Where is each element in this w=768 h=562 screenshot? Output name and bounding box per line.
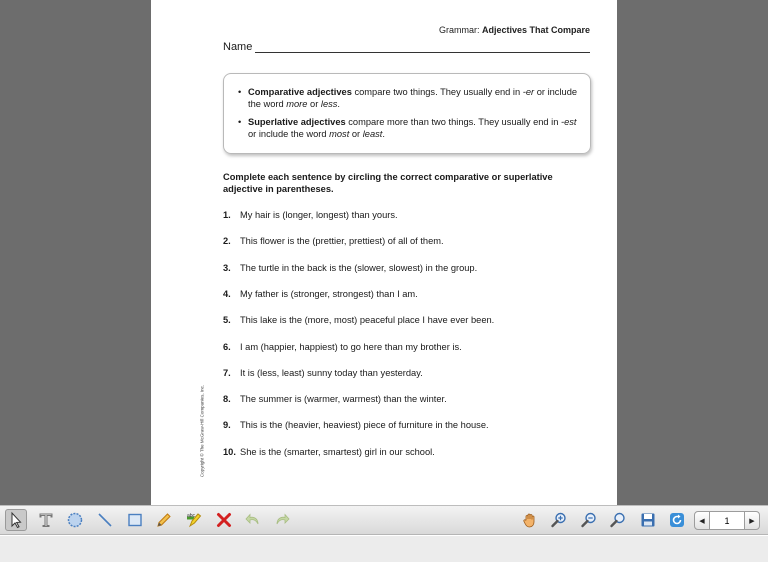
rule-keyword: most <box>329 129 350 139</box>
exercise-sentence: It is (less, least) sunny today than yesterday. <box>240 367 423 378</box>
exercise-sentence: I am (happier, happiest) to go here than my brother is. <box>240 341 462 352</box>
worksheet-header <box>439 25 590 35</box>
page-number-input[interactable] <box>710 511 744 530</box>
worksheet-page <box>151 0 617 505</box>
exercise-number: 9. <box>223 420 231 431</box>
refresh-icon[interactable] <box>666 509 688 531</box>
rules-box <box>223 73 591 154</box>
exercise-item <box>223 394 447 406</box>
rule-term: Superlative adjectives <box>248 117 346 127</box>
exercise-item <box>223 368 423 380</box>
exercise-sentence: The turtle in the back is the (slower, slowest) in the group. <box>240 262 478 273</box>
page-navigator <box>694 511 762 530</box>
exercise-number: 5. <box>223 315 231 326</box>
highlighter-tool-icon[interactable] <box>183 509 205 531</box>
rectangle-tool-icon[interactable] <box>124 509 146 531</box>
exercise-item <box>223 315 494 327</box>
exercise-item <box>223 447 435 459</box>
exercise-item <box>223 263 477 275</box>
rule-text: compare more than two things. They usually end in <box>345 117 561 127</box>
exercise-sentence: My hair is (longer, longest) than yours. <box>240 210 398 220</box>
exercise-number: 8. <box>223 394 231 405</box>
rule-keyword: more <box>286 99 308 109</box>
delete-icon[interactable] <box>213 509 235 531</box>
exercise-item <box>223 210 398 222</box>
exercise-number: 4. <box>223 288 231 299</box>
pan-hand-icon[interactable] <box>519 509 541 531</box>
save-icon[interactable] <box>637 509 659 531</box>
rule-text: or include the word <box>248 129 330 139</box>
zoom-fit-icon[interactable] <box>607 509 629 531</box>
exercise-item <box>223 236 444 248</box>
svg-text:abc: abc <box>187 513 196 519</box>
prev-page-button[interactable]: ◀ <box>694 511 710 530</box>
rule-term: Comparative adjectives <box>248 87 352 97</box>
exercise-item <box>223 420 489 432</box>
next-page-button[interactable]: ▶ <box>744 511 760 530</box>
exercise-sentence: The summer is (warmer, warmest) than the winter. <box>240 394 447 405</box>
instructions: Complete each sentence by circling the correct comparative or superlative adjective in parentheses. <box>223 172 553 194</box>
redo-icon[interactable] <box>271 509 293 531</box>
exercise-number: 7. <box>223 367 231 378</box>
rule-text: . <box>337 99 341 109</box>
rule-keyword: less <box>320 99 338 109</box>
pencil-tool-icon[interactable] <box>153 509 175 531</box>
zoom-out-icon[interactable] <box>578 509 600 531</box>
exercise-sentence: This is the (heavier, heaviest) piece of furniture in the house. <box>240 420 489 431</box>
rule-text: . <box>382 129 385 139</box>
status-bar <box>0 535 768 562</box>
exercise-number: 10. <box>223 446 236 457</box>
header-prefix: Grammar: <box>438 25 482 35</box>
stamp-tool-icon[interactable] <box>64 509 86 531</box>
exercise-item <box>223 342 462 354</box>
exercise-number: 1. <box>223 210 231 220</box>
undo-icon[interactable] <box>242 509 264 531</box>
copyright-notice <box>198 383 206 478</box>
exercise-sentence: This flower is the (prettier, prettiest) of all of them. <box>240 236 444 247</box>
text-tool-icon[interactable] <box>35 509 57 531</box>
rule-keyword: least <box>362 129 383 139</box>
exercise-sentence: This lake is the (more, most) peaceful place I have ever been. <box>240 315 495 326</box>
exercise-sentence: She is the (smarter, smartest) girl in our school. <box>240 446 435 457</box>
rule-text: or <box>349 129 363 139</box>
annotation-toolbar <box>0 505 768 535</box>
rule-text: or include the word <box>248 87 578 109</box>
name-field <box>223 41 590 53</box>
exercise-number: 3. <box>223 262 231 273</box>
rule-keyword: -er <box>522 87 535 97</box>
name-line <box>255 43 590 53</box>
copyright-text: Copyright © The McGraw-Hill Companies, Inc. <box>199 384 205 477</box>
exercise-item <box>223 289 418 301</box>
exercise-number: 6. <box>223 341 231 352</box>
line-tool-icon[interactable] <box>94 509 116 531</box>
rule-text: compare two things. They usually end in <box>351 87 523 97</box>
rule-text: or <box>307 99 321 109</box>
header-title: Adjectives That Compare <box>481 25 590 35</box>
select-pointer-icon[interactable] <box>5 509 27 531</box>
exercise-number: 2. <box>223 236 231 247</box>
rule-item <box>238 86 578 110</box>
name-label: Name <box>223 41 253 53</box>
rule-keyword: -est <box>561 117 577 127</box>
exercise-sentence: My father is (stronger, strongest) than I am. <box>240 288 418 299</box>
rule-item <box>238 116 578 140</box>
zoom-in-icon[interactable] <box>548 509 570 531</box>
